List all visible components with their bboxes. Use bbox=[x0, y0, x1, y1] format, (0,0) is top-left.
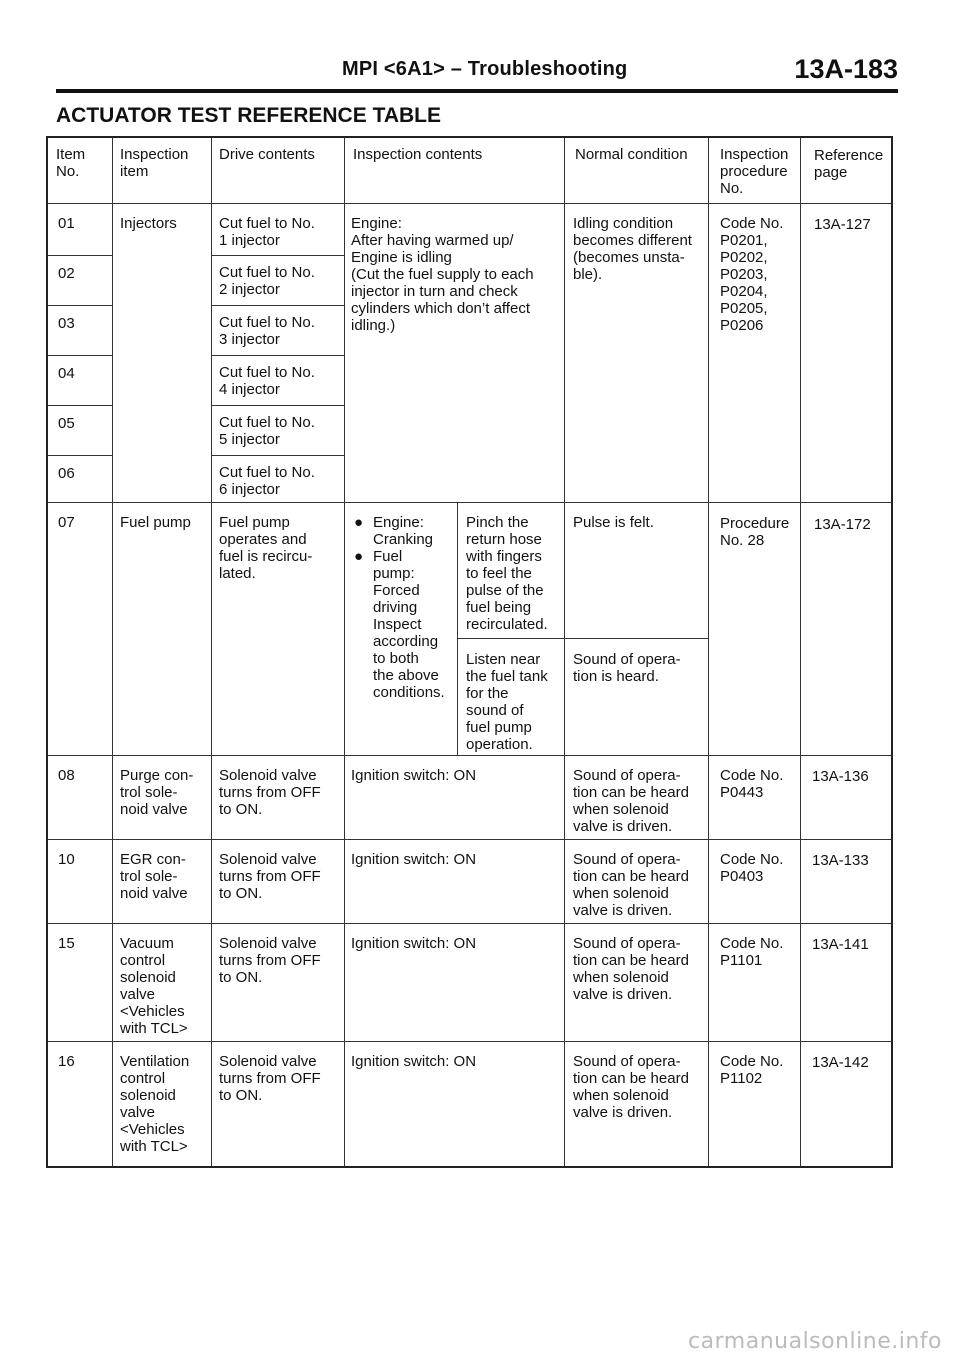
inspection-item-vacuum: Vacuum control solenoid valve <Vehicles with TCL> bbox=[120, 935, 188, 1037]
item-no-16: 16 bbox=[58, 1053, 75, 1070]
col-header-inspection-contents: Inspection contents bbox=[353, 146, 483, 163]
reference-fuel-pump: 13A-172 bbox=[814, 516, 871, 533]
reference-15: 13A-141 bbox=[812, 936, 869, 953]
normal-condition-16: Sound of opera- tion can be heard when solenoid valve is driven. bbox=[573, 1053, 689, 1121]
drive-contents-08: Solenoid valve turns from OFF to ON. bbox=[219, 767, 321, 818]
col-header-drive-contents: Drive contents bbox=[219, 146, 315, 163]
fuel-pump-condition-1: Engine: Cranking bbox=[373, 514, 434, 548]
column-divider bbox=[564, 138, 565, 1166]
inspection-item-purge: Purge con- trol sole- noid valve bbox=[120, 767, 194, 818]
col-header-normal-condition: Normal condition bbox=[575, 146, 688, 163]
col-header-item-no: Item No. bbox=[56, 146, 86, 180]
row-divider bbox=[48, 305, 112, 306]
row-divider bbox=[211, 355, 344, 356]
inspection-contents-15: Ignition switch: ON bbox=[351, 935, 477, 952]
drive-contents-04: Cut fuel to No. 4 injector bbox=[219, 364, 315, 398]
item-no-05: 05 bbox=[58, 415, 75, 432]
footer-watermark: carmanualsonline.info bbox=[688, 1329, 942, 1354]
reference-10: 13A-133 bbox=[812, 852, 869, 869]
item-no-04: 04 bbox=[58, 365, 75, 382]
drive-contents-07: Fuel pump operates and fuel is recircu- lated. bbox=[219, 514, 313, 582]
col-header-inspection-item: Inspection item bbox=[120, 146, 189, 180]
item-no-10: 10 bbox=[58, 851, 75, 868]
item-no-08: 08 bbox=[58, 767, 75, 784]
procedure-10: Code No. P0403 bbox=[720, 851, 784, 885]
column-divider bbox=[708, 138, 709, 1166]
actuator-test-table bbox=[46, 136, 893, 1168]
item-no-01: 01 bbox=[58, 215, 75, 232]
col-header-reference-page: Reference page bbox=[814, 147, 884, 181]
item-no-03: 03 bbox=[58, 315, 75, 332]
drive-contents-15: Solenoid valve turns from OFF to ON. bbox=[219, 935, 321, 986]
procedure-fuel-pump: Procedure No. 28 bbox=[720, 515, 790, 549]
inspection-item-injectors: Injectors bbox=[120, 215, 177, 232]
normal-condition-08: Sound of opera- tion can be heard when solenoid valve is driven. bbox=[573, 767, 689, 835]
inspection-contents-injectors: Engine: After having warmed up/ Engine is idling (Cut the fuel supply to each injector in turn and check cylinders which don’t affect idling.) bbox=[351, 215, 534, 334]
fuel-pump-normal-1: Pulse is felt. bbox=[573, 514, 654, 531]
inspection-item-fuel-pump: Fuel pump bbox=[120, 514, 191, 531]
row-divider bbox=[48, 203, 891, 204]
col-header-procedure-no: Inspection procedure No. bbox=[720, 146, 789, 197]
item-no-07: 07 bbox=[58, 514, 75, 531]
drive-contents-01: Cut fuel to No. 1 injector bbox=[219, 215, 315, 249]
procedure-16: Code No. P1102 bbox=[720, 1053, 784, 1087]
item-no-06: 06 bbox=[58, 465, 75, 482]
column-divider bbox=[344, 138, 345, 1166]
fuel-pump-condition-2: Fuel pump: Forced driving Inspect according to both the above conditions. bbox=[373, 548, 445, 701]
drive-contents-10: Solenoid valve turns from OFF to ON. bbox=[219, 851, 321, 902]
table-title: ACTUATOR TEST REFERENCE TABLE bbox=[56, 104, 442, 127]
normal-condition-15: Sound of opera- tion can be heard when solenoid valve is driven. bbox=[573, 935, 689, 1003]
inspection-contents-08: Ignition switch: ON bbox=[351, 767, 477, 784]
page-header bbox=[56, 54, 898, 92]
reference-08: 13A-136 bbox=[812, 768, 869, 785]
normal-condition-10: Sound of opera- tion can be heard when solenoid valve is driven. bbox=[573, 851, 689, 919]
column-divider bbox=[457, 502, 458, 755]
inspection-contents-10: Ignition switch: ON bbox=[351, 851, 477, 868]
row-divider bbox=[48, 405, 112, 406]
procedure-15: Code No. P1101 bbox=[720, 935, 784, 969]
row-divider bbox=[48, 355, 112, 356]
bullet-icon: ● bbox=[354, 548, 364, 565]
header-rule bbox=[56, 89, 898, 93]
item-no-02: 02 bbox=[58, 265, 75, 282]
normal-condition-injectors: Idling condition becomes different (becomes unsta- ble). bbox=[573, 215, 692, 283]
row-divider bbox=[211, 305, 344, 306]
inspection-contents-16: Ignition switch: ON bbox=[351, 1053, 477, 1070]
procedure-08: Code No. P0443 bbox=[720, 767, 784, 801]
bullet-icon: ● bbox=[354, 514, 364, 531]
procedure-injectors: Code No. P0201, P0202, P0203, P0204, P0205, P0206 bbox=[720, 215, 784, 334]
fuel-pump-normal-2: Sound of opera- tion is heard. bbox=[573, 651, 681, 685]
reference-injectors: 13A-127 bbox=[814, 216, 871, 233]
drive-contents-06: Cut fuel to No. 6 injector bbox=[219, 464, 315, 498]
inspection-item-ventilation: Ventilation control solenoid valve <Vehicles with TCL> bbox=[120, 1053, 190, 1155]
drive-contents-16: Solenoid valve turns from OFF to ON. bbox=[219, 1053, 321, 1104]
column-divider bbox=[800, 138, 801, 1166]
fuel-pump-method-2: Listen near the fuel tank for the sound of fuel pump operation. bbox=[466, 651, 548, 753]
row-divider bbox=[211, 255, 344, 256]
inspection-item-egr: EGR con- trol sole- noid valve bbox=[120, 851, 188, 902]
row-divider bbox=[211, 405, 344, 406]
row-divider bbox=[457, 638, 708, 639]
drive-contents-05: Cut fuel to No. 5 injector bbox=[219, 414, 315, 448]
column-divider bbox=[112, 138, 113, 1166]
item-no-15: 15 bbox=[58, 935, 75, 952]
drive-contents-02: Cut fuel to No. 2 injector bbox=[219, 264, 315, 298]
row-divider bbox=[48, 455, 112, 456]
page-number: 13A-183 bbox=[794, 54, 898, 84]
row-divider bbox=[48, 755, 891, 756]
drive-contents-03: Cut fuel to No. 3 injector bbox=[219, 314, 315, 348]
row-divider bbox=[48, 923, 891, 924]
row-divider bbox=[48, 502, 891, 503]
header-title: MPI <6A1> – Troubleshooting bbox=[342, 58, 628, 80]
reference-16: 13A-142 bbox=[812, 1054, 869, 1071]
row-divider bbox=[48, 255, 112, 256]
row-divider bbox=[48, 1041, 891, 1042]
column-divider bbox=[211, 138, 212, 1166]
row-divider bbox=[48, 839, 891, 840]
fuel-pump-method-1: Pinch the return hose with fingers to feel the pulse of the fuel being recirculated. bbox=[466, 514, 548, 633]
row-divider bbox=[211, 455, 344, 456]
